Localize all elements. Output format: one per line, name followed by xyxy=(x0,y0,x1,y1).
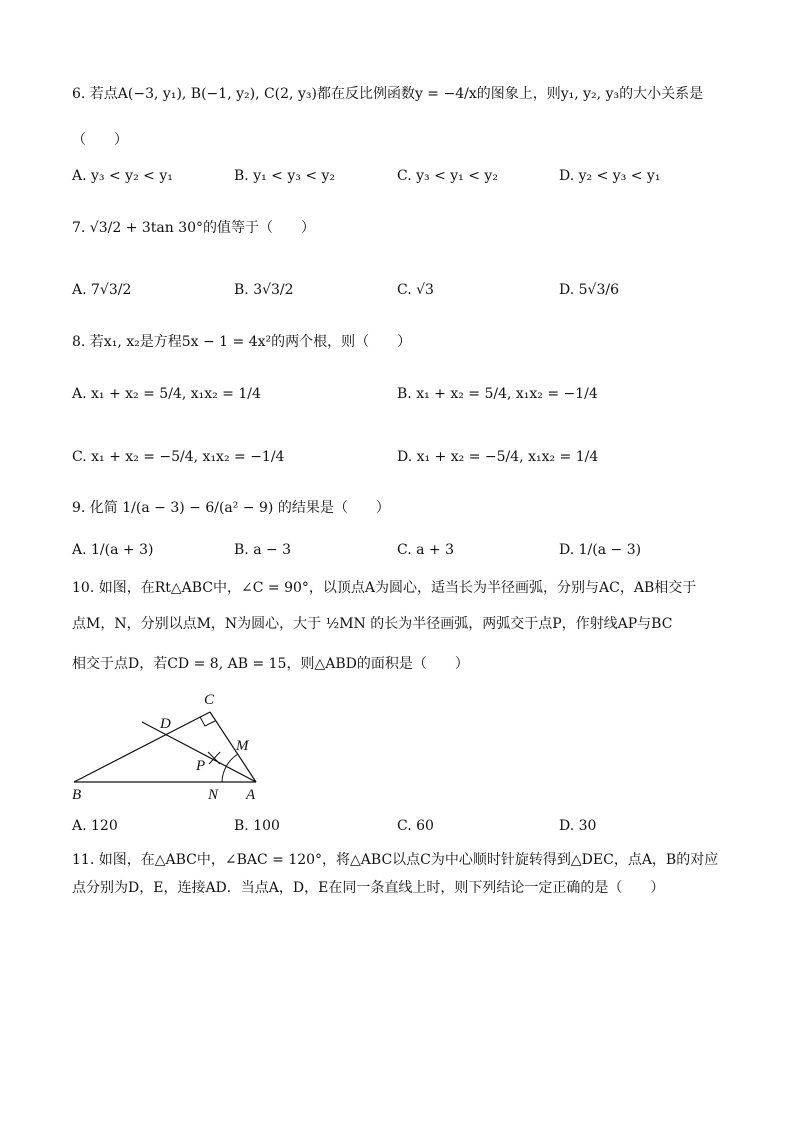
q6-option-a: A. y₃ < y₂ < y₁ xyxy=(72,168,173,184)
q10-option-a: A. 120 xyxy=(72,818,118,834)
q8-option-c: C. x₁ + x₂ = −5/4, x₁x₂ = −1/4 xyxy=(72,449,285,465)
q6-stem: 6. 若点A(−3, y₁), B(−1, y₂), C(2, y₃)都在反比例函数y = −4/x的图象上，则y₁, y₂, y₃的大小关系是 xyxy=(72,86,704,102)
q9-option-a: A. 1/(a + 3) xyxy=(72,542,154,558)
q6-option-d: D. y₂ < y₃ < y₁ xyxy=(559,168,661,184)
label-d: D xyxy=(160,716,171,732)
q6-option-c: C. y₃ < y₁ < y₂ xyxy=(397,168,498,184)
label-n: N xyxy=(208,787,219,802)
q8-option-d: D. x₁ + x₂ = −5/4, x₁x₂ = 1/4 xyxy=(397,449,599,465)
q6-option-b: B. y₁ < y₃ < y₂ xyxy=(234,168,336,184)
q8-stem: 8. 若x₁, x₂是方程5x − 1 = 4x²的两个根，则（ ） xyxy=(72,334,412,350)
q7-option-d: D. 5√3/6 xyxy=(559,282,619,298)
q10-option-b: B. 100 xyxy=(234,818,280,834)
q10-line-3: 相交于点D，若CD = 8, AB = 15，则△ABD的面积是（ ） xyxy=(72,656,469,672)
label-b: B xyxy=(72,787,82,802)
q10-option-c: C. 60 xyxy=(397,818,434,834)
q9-option-b: B. a − 3 xyxy=(234,542,292,558)
right-angle-marker xyxy=(200,717,215,726)
q7-stem: 7. √3/2 + 3tan 30°的值等于（ ） xyxy=(72,220,316,236)
segment-ca xyxy=(210,712,256,782)
q10-triangle-figure xyxy=(72,690,272,802)
q10-line-2: 点M，N，分别以点M，N为圆心，大于 ½MN 的长为半径画弧，两弧交于点P，作射线AP与BC xyxy=(72,616,673,632)
q9-option-c: C. a + 3 xyxy=(397,542,454,558)
q7-option-a: A. 7√3/2 xyxy=(72,282,132,298)
label-c: C xyxy=(204,692,215,708)
q9-stem: 9. 化简 1/(a − 3) − 6/(a² − 9) 的结果是（ ） xyxy=(72,500,390,516)
q7-option-c: C. √3 xyxy=(397,282,434,298)
q6-answer-blank: （ ） xyxy=(72,132,128,148)
q11-line-1: 11. 如图，在△ABC中，∠BAC = 120°，将△ABC以点C为中心顺时针旋转得到△DEC，点A，B的对应 xyxy=(72,852,719,868)
q11-line-2: 点分别为D，E，连接AD．当点A，D，E在同一条直线上时，则下列结论一定正确的是（ ） xyxy=(72,880,665,896)
q10-option-d: D. 30 xyxy=(559,818,597,834)
q8-option-a: A. x₁ + x₂ = 5/4, x₁x₂ = 1/4 xyxy=(72,386,261,402)
label-p: P xyxy=(196,758,206,774)
label-m: M xyxy=(236,738,249,754)
q9-option-d: D. 1/(a − 3) xyxy=(559,542,642,558)
q8-option-b: B. x₁ + x₂ = 5/4, x₁x₂ = −1/4 xyxy=(397,386,598,402)
label-a: A xyxy=(246,787,256,802)
q7-option-b: B. 3√3/2 xyxy=(234,282,294,298)
q10-line-1: 10. 如图，在Rt△ABC中，∠C = 90°，以顶点A为圆心，适当长为半径画弧，分别与AC，AB相交于 xyxy=(72,580,697,596)
